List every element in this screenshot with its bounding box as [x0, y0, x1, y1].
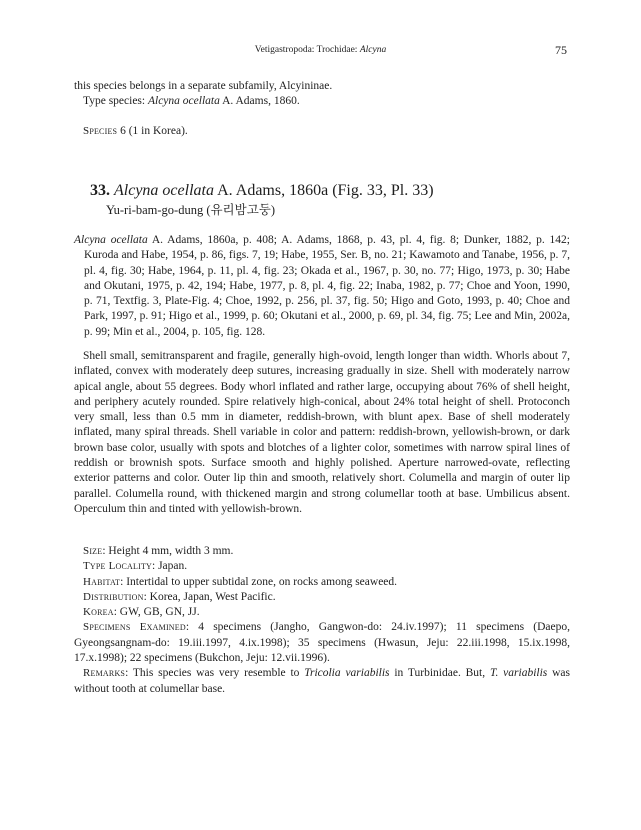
species-author: A. Adams, 1860a (Fig. 33, Pl. 33): [213, 182, 434, 199]
type-species-name: Alcyna ocellata: [147, 95, 220, 108]
distribution-line: [74, 590, 570, 605]
habitat-line: [74, 575, 570, 590]
type-locality-line: [74, 559, 570, 574]
korea-text: : GW, GB, GN, JJ.: [113, 606, 200, 619]
page-number: 75: [555, 43, 567, 57]
species-heading: [90, 182, 570, 219]
remarks-text: : This species was very resemble to: [125, 667, 305, 680]
synonymy-text: A. Adams, 1860a, p. 408; A. Adams, 1868, p. 43, pl. 4, fig. 8; Dunker, 1882, p. 142; Kuroda and Habe, 1954, p. 86, figs. 7, 19; Habe, 1955, Ser. B, no. 21; Kawamoto and Tanabe, 1956, p. 7, pl. 4, fig. 30; Habe, 1964, p. 11, pl. 4, fig. 23; Okada et al., 1967, p. 30, no. 77; Higo, 1973, p. 30; Habe and Okutani, 1975, p. 42, 194; Habe, 1977, p. 8, pl. 4, fig. 22; Inaba, 1982, p. 77; Choe and Yoon, 1990, p. 71, Textfig. 3, Plate-Fig. 4; Choe, 1992, p. 256, pl. 37, fig. 50; Higo and Goto, 1993, p. 40; Choe and Park, 1997, p. 91; Higo et al., 1999, p. 60; Okutani et al., 2000, p. 69, pl. 34, fig. 75; Lee and Min, 2002a, p. 99; Min et al., 2004, p. 105, fig. 128.: [84, 234, 570, 338]
specimens-text: : 4 specimens (Jangho, Gangwon-do: 24.iv.1997); 11 specimens (Daepo, Gyeongsangnam-do: 19.iii.1997, 4.ix.1998); 35 specimens (Hwasun, Jeju: 22.iii.1998, 15.ix.1998, 17.x.1998); 22 specimens (Bukchon, Jeju: 12.vii.1996).: [74, 621, 570, 665]
synonymy-entry: [74, 233, 570, 340]
species-number: 33.: [90, 182, 110, 199]
habitat-label: Habitat: [83, 575, 121, 588]
type-species-author: A. Adams, 1860.: [219, 95, 300, 108]
remarks-line: [74, 666, 570, 697]
specimens-label: Specimens Examined: [83, 621, 186, 634]
remarks-label: Remarks: [83, 667, 126, 680]
habitat-text: : Intertidal to upper subtidal zone, on rocks among seaweed.: [120, 575, 398, 588]
remarks-species-name: T. variabilis: [489, 667, 548, 680]
vernacular-name: Yu-ri-bam-go-dung (유리밤고둥): [106, 203, 276, 217]
distribution-label: Distribution: [83, 590, 144, 603]
distribution-text: : Korea, Japan, West Pacific.: [143, 590, 276, 603]
intro-paragraph: [74, 79, 570, 110]
species-count: [74, 124, 570, 139]
type-species-line: [74, 94, 570, 109]
korea-line: [74, 605, 570, 620]
running-head-genus: Alcyna: [359, 45, 387, 55]
specimens-line: [74, 620, 570, 666]
size-line: [74, 544, 570, 559]
species-label: Species: [83, 125, 118, 137]
description-paragraph: [74, 349, 570, 517]
type-species-label: Type species:: [83, 95, 148, 108]
remarks-text: in Turbinidae. But,: [389, 667, 490, 680]
type-locality-label: Type Locality: [83, 560, 153, 573]
synonymy-name: Alcyna ocellata: [74, 234, 148, 246]
korea-label: Korea: [83, 606, 114, 619]
synonymy-list: [74, 233, 570, 340]
running-head-prefix: Vetigastropoda: Trochidae:: [254, 45, 360, 55]
running-head-title: [0, 45, 641, 55]
description-text: Shell small, semitransparent and fragile, generally high-ovoid, length longer than width. Whorls about 7, inflated, convex with moderately deep sutures, increasing gradually in size. Shell with moderately narrow apical angle, about 55 degrees. Body whorl inflated and rather large, occupying about 76% of shell height, and periphery acutely rounded. Spire relatively high-conical, about 24% total height of shell. Protoconch very small, less than 0.5 mm in diameter, reddish-brown, with blunt apex. Base of shell moderately inflated, many spiral threads. Shell variable in color and pattern: reddish-brown, yellowish-brown, or dark brown base color, usually with spots and blotches of a lighter color, sometimes with narrow spiral lines of reddish or brownish spots. Surface smooth and highly polished. Aperture narrowed-ovate, reflecting exterior patterns and color. Outer lip thin and smooth, relatively short. Columella and margin of outer lip parallel. Columella round, with thickened margin and strong columellar tooth at base. Umbilicus absent. Operculum thin and tinted with yellowish-brown.: [74, 350, 570, 515]
intro-line: this species belongs in a separate subfamily, Alcyininae.: [74, 80, 333, 92]
species-name: Alcyna ocellata: [114, 182, 214, 199]
type-locality-text: : Japan.: [152, 560, 188, 573]
species-title: [90, 182, 570, 200]
running-head: [0, 44, 641, 58]
facts-section: [74, 544, 570, 697]
species-text: 6 (1 in Korea).: [117, 125, 188, 137]
remarks-text: was without tooth at columellar base.: [74, 667, 570, 695]
remarks-species-name: Tricolia variabilis: [304, 667, 390, 680]
size-label: Size: [83, 545, 103, 557]
size-text: : Height 4 mm, width 3 mm.: [102, 545, 234, 557]
